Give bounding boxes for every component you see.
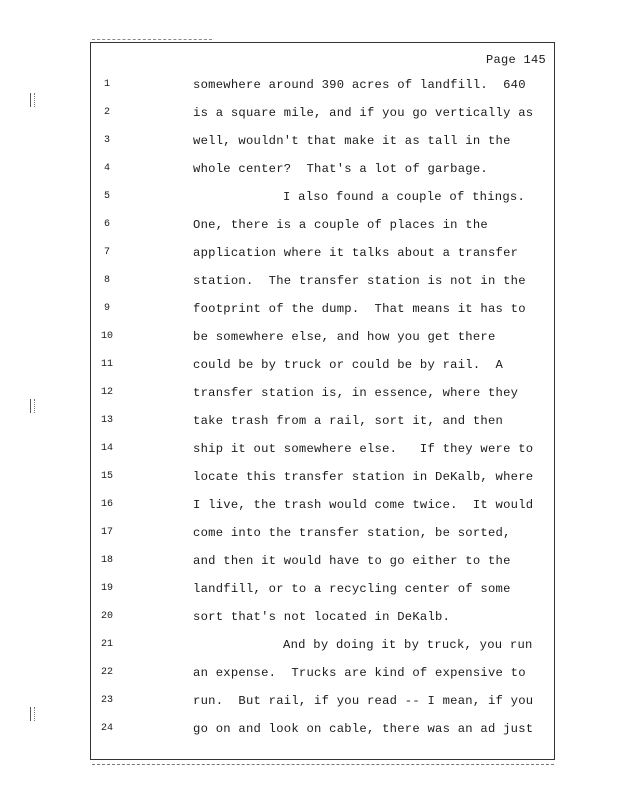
line-number: 6 <box>103 219 110 230</box>
footer-rule <box>92 764 554 765</box>
transcript-page <box>90 42 555 760</box>
line-number: 23 <box>100 695 113 706</box>
transcript-line: is a square mile, and if you go vertically as <box>193 106 534 120</box>
line-number: 4 <box>103 163 110 174</box>
transcript-line: an expense. Trucks are kind of expensive to <box>193 666 526 680</box>
transcript-line: whole center? That's a lot of garbage. <box>193 162 488 176</box>
line-number: 5 <box>103 191 110 202</box>
line-number: 11 <box>100 359 113 370</box>
transcript-line: station. The transfer station is not in the <box>193 274 526 288</box>
transcript-line: footprint of the dump. That means it has to <box>193 302 526 316</box>
line-number: 17 <box>100 527 113 538</box>
line-number: 3 <box>103 135 110 146</box>
left-margin-mark <box>30 93 35 107</box>
line-number: 8 <box>103 275 110 286</box>
transcript-line: sort that's not located in DeKalb. <box>193 610 451 624</box>
page-number: Page 145 <box>485 53 546 67</box>
line-number: 15 <box>100 471 113 482</box>
transcript-line: ship it out somewhere else. If they were to <box>193 442 534 456</box>
transcript-line: somewhere around 390 acres of landfill. 640 <box>193 78 526 92</box>
transcript-line: And by doing it by truck, you run <box>283 638 533 652</box>
line-number: 7 <box>103 247 110 258</box>
left-margin-mark <box>30 707 35 721</box>
line-number: 22 <box>100 667 113 678</box>
line-number: 14 <box>100 443 113 454</box>
header-rule <box>92 39 212 40</box>
transcript-line: locate this transfer station in DeKalb, where <box>193 470 534 484</box>
transcript-line: take trash from a rail, sort it, and then <box>193 414 504 428</box>
line-number: 12 <box>100 387 113 398</box>
transcript-line: well, wouldn't that make it as tall in the <box>193 134 511 148</box>
line-number: 24 <box>100 723 113 734</box>
transcript-line: landfill, or to a recycling center of some <box>193 582 511 596</box>
line-number: 21 <box>100 639 113 650</box>
line-number: 20 <box>100 611 113 622</box>
line-number: 18 <box>100 555 113 566</box>
transcript-line: I also found a couple of things. <box>283 190 526 204</box>
transcript-line: run. But rail, if you read -- I mean, if you <box>193 694 534 708</box>
transcript-line: transfer station is, in essence, where they <box>193 386 519 400</box>
line-number: 16 <box>100 499 113 510</box>
transcript-line: go on and look on cable, there was an ad just <box>193 722 534 736</box>
line-number: 9 <box>103 303 110 314</box>
line-number: 19 <box>100 583 113 594</box>
left-margin-mark <box>30 399 35 413</box>
transcript-line: and then it would have to go either to the <box>193 554 511 568</box>
transcript-line: One, there is a couple of places in the <box>193 218 488 232</box>
transcript-line: application where it talks about a transfer <box>193 246 519 260</box>
transcript-line: be somewhere else, and how you get there <box>193 330 496 344</box>
line-number: 10 <box>100 331 113 342</box>
transcript-line: could be by truck or could be by rail. A <box>193 358 504 372</box>
line-number: 13 <box>100 415 113 426</box>
transcript-line: come into the transfer station, be sorted, <box>193 526 511 540</box>
line-number: 1 <box>103 79 110 90</box>
transcript-line: I live, the trash would come twice. It would <box>193 498 534 512</box>
line-number: 2 <box>103 107 110 118</box>
